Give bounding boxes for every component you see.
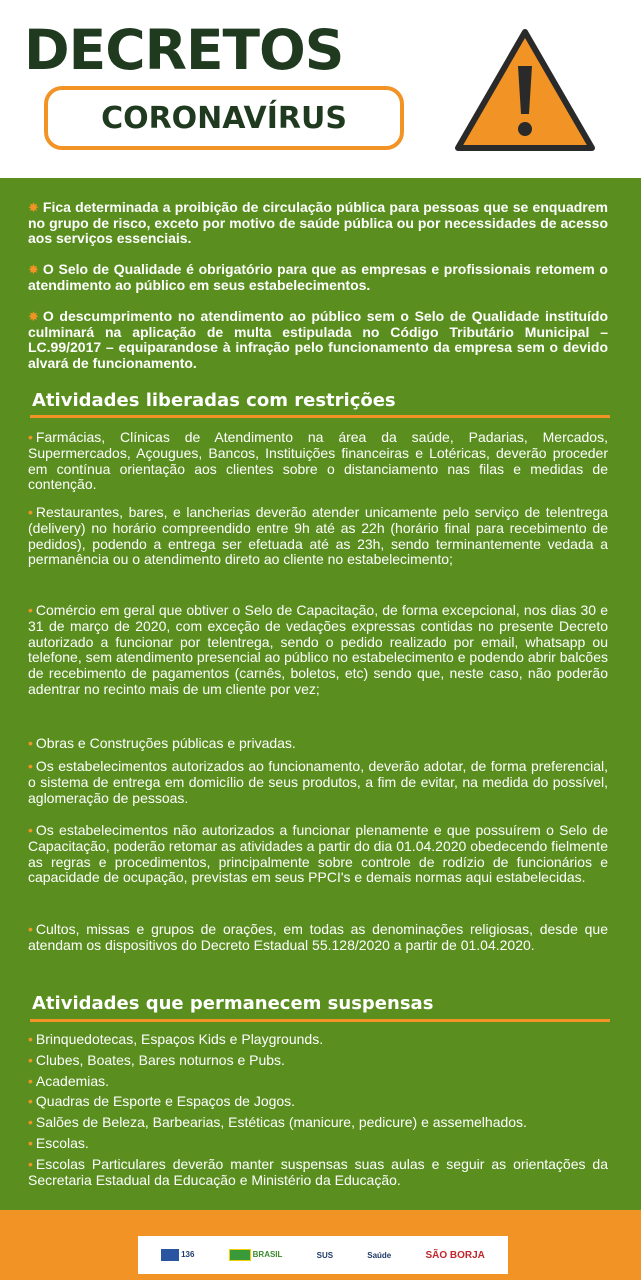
list-item: • Os estabelecimentos não autorizados a funcionar plenamente e que possuírem o Selo de Capacitação, poderão retomar as atividades a partir do dia 01.04.2020 obedecendo fielmente as regras e procedimentos, principalmente sobre controle de rodízio de funcionários e capacidade de ocupação, previstas em seus PPCI's e demais normas aqui estabelecidas. bbox=[28, 822, 608, 886]
logo-brasil: BRASIL bbox=[229, 1249, 283, 1261]
bullet-icon: • bbox=[28, 1052, 33, 1068]
logo-sao-borja: SÃO BORJA bbox=[425, 1249, 485, 1261]
list-item: • Academias. bbox=[28, 1073, 110, 1089]
bullet-icon: • bbox=[28, 1093, 33, 1109]
bullet-icon: ✸ bbox=[28, 262, 39, 277]
bullet-icon: • bbox=[28, 1135, 33, 1151]
list-item: • Clubes, Boates, Bares noturnos e Pubs. bbox=[28, 1052, 285, 1068]
list-item: • Salões de Beleza, Barbearias, Estéticas (manicure, pedicure) e assemelhados. bbox=[28, 1114, 527, 1130]
bullet-icon: • bbox=[28, 758, 33, 774]
bullet-icon: • bbox=[28, 429, 33, 445]
bullet-icon: • bbox=[28, 921, 33, 937]
list-item: • Os estabelecimentos autorizados ao funcionamento, deverão adotar, de forma preferencial, o sistema de entrega em domicílio de seus produtos, a fim de evitar, na medida do possível, aglomeração de pessoas. bbox=[28, 758, 608, 806]
intro-item: ✸ O Selo de Qualidade é obrigatório para que as empresas e profissionais retomem o atendimento ao público em seus estabelecimentos. bbox=[28, 261, 608, 293]
list-item: • Restaurantes, bares, e lancherias deverão atender unicamente pelo serviço de telentrega (delivery) no horário compreendido entre 9h até as 22h (horário final para recebimento de pedidos), podendo a entrega ser efetuada até as 23h, sendo terminantemente vedada a permanência ou o atendimento direto ao cliente no estabelecimento; bbox=[28, 504, 608, 568]
subtitle-box bbox=[44, 86, 404, 150]
section-divider bbox=[30, 1019, 610, 1022]
bullet-icon: • bbox=[28, 504, 33, 520]
bullet-icon: • bbox=[28, 1114, 33, 1130]
list-item: • Comércio em geral que obtiver o Selo de Capacitação, de forma excepcional, nos dias 30 e 31 de março de 2020, com exceção de vedações expressas contidas no presente Decreto autorizado a funcionar por telentrega, sendo o pedido realizado por email, whatsapp ou telefone, sem atendimento presencial ao público no estabelecimento e podendo abrir balcões de recebimento de pagamentos (carnês, boletos, etc) sendo que, neste caso, não poderão adentrar no recinto mais de um cliente por vez; bbox=[28, 602, 608, 697]
warning-triangle-icon bbox=[452, 26, 598, 154]
section-title-liberadas: Atividades liberadas com restrições bbox=[32, 390, 396, 411]
intro-item: ✸ Fica determinada a proibição de circulação pública para pessoas que se enquadrem no grupo de risco, exceto por motivo de saúde pública ou por necessidades de acesso aos serviços essenciais. bbox=[28, 199, 608, 246]
page-subtitle: CORONAVÍRUS bbox=[101, 100, 347, 136]
list-item: • Escolas. bbox=[28, 1135, 89, 1151]
header bbox=[0, 0, 641, 178]
bullet-icon: • bbox=[28, 1031, 33, 1047]
logo-sus: SUS bbox=[316, 1250, 334, 1260]
bullet-icon: • bbox=[28, 822, 33, 838]
bullet-icon: ✸ bbox=[28, 309, 39, 324]
flag-icon bbox=[229, 1249, 251, 1261]
list-item: • Escolas Particulares deverão manter suspensas suas aulas e seguir as orientações da Secretaria Estadual da Educação e Ministério da Educação. bbox=[28, 1156, 608, 1188]
list-item: • Cultos, missas e grupos de orações, em todas as denominações religiosas, desde que atendam os dispositivos do Decreto Estadual 55.128/2020 a partir de 01.04.2020. bbox=[28, 921, 608, 953]
logo-saude: Saúde bbox=[367, 1250, 392, 1260]
bullet-icon: • bbox=[28, 735, 33, 751]
intro-item: ✸ O descumprimento no atendimento ao público sem o Selo de Qualidade instituído culminará na aplicação de multa estipulada no Código Tributário Municipal – LC.99/2017 – equiparandose à infração pelo funcionamento da empresa sem o devido alvará de funcionamento. bbox=[28, 308, 608, 371]
phone-icon bbox=[161, 1249, 179, 1261]
section-divider bbox=[30, 415, 610, 418]
list-item: • Obras e Construções públicas e privadas. bbox=[28, 735, 296, 751]
footer-logos bbox=[138, 1236, 508, 1274]
content-panel bbox=[0, 178, 641, 1210]
list-item: • Brinquedotecas, Espaços Kids e Playgrounds. bbox=[28, 1031, 324, 1047]
page-title: DECRETOS bbox=[24, 18, 344, 82]
section-title-suspensas: Atividades que permanecem suspensas bbox=[32, 993, 434, 1014]
list-item: • Farmácias, Clínicas de Atendimento na área da saúde, Padarias, Mercados, Supermercados, Açougues, Bancos, Instituições financeiras e Lotéricas, deverão proceder em contínua orientação aos clientes sobre o distanciamento nas filas e medidas de contenção. bbox=[28, 429, 608, 493]
bullet-icon: • bbox=[28, 1156, 33, 1172]
logo-136: 136 bbox=[161, 1249, 194, 1261]
bullet-icon: • bbox=[28, 602, 33, 618]
list-item: • Quadras de Esporte e Espaços de Jogos. bbox=[28, 1093, 296, 1109]
bullet-icon: ✸ bbox=[28, 200, 39, 215]
bullet-icon: • bbox=[28, 1073, 33, 1089]
